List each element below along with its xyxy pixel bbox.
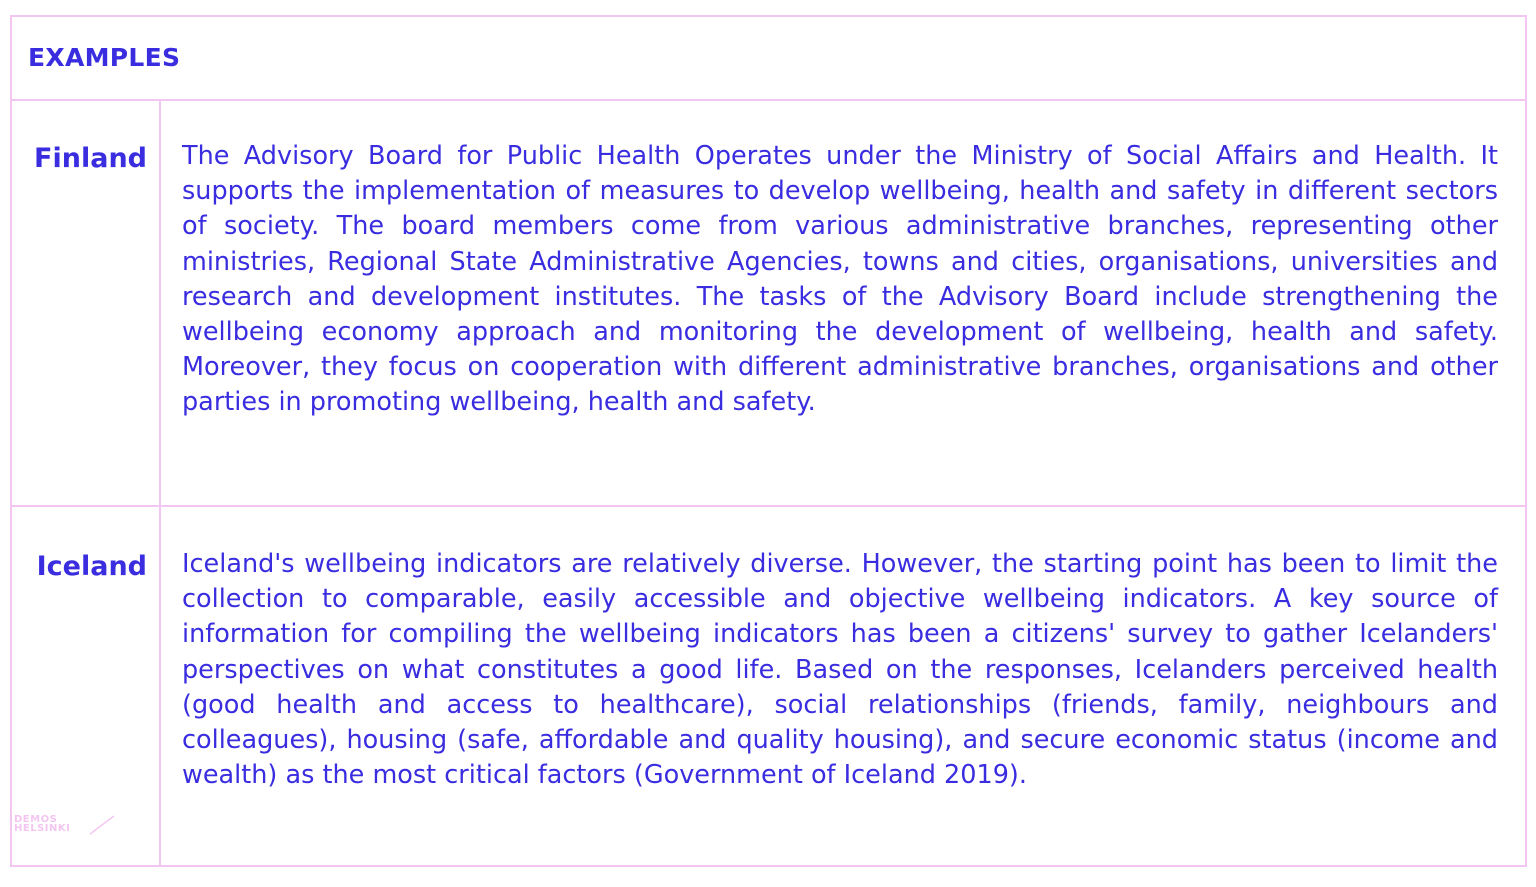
logo-line1: DEMOS bbox=[14, 814, 58, 825]
examples-table bbox=[10, 15, 1527, 867]
description-finland: The Advisory Board for Public Health Operates under the Ministry of Social Affairs and Health. It supports the implementation of measures to develop wellbeing, health and safety in different sectors of society. The board members come from various administrative branches, representing other ministries, Regional State Administrative Agencies, towns and cities, organisations, universities and research and development institutes. The tasks of the Advisory Board include strengthening the wellbeing economy approach and monitoring the development of wellbeing, health and safety. Moreover, they focus on cooperation with different administrative branches, organisations and other parties in promoting wellbeing, health and safety. bbox=[182, 141, 1498, 418]
country-label-finland: Finland bbox=[34, 143, 147, 174]
logo-line2: HELSINKI bbox=[14, 823, 71, 834]
country-cell bbox=[12, 507, 161, 865]
table-row-finland bbox=[12, 101, 1525, 507]
table-header bbox=[12, 17, 1525, 101]
country-label-iceland: Iceland bbox=[36, 551, 147, 582]
description-iceland: Iceland's wellbeing indicators are relatively diverse. However, the starting point has been to limit the collection to comparable, easily accessible and objective wellbeing indicators. A key source of information for compiling the wellbeing indicators has been a citizens' survey to gather Icelanders' perspectives on what constitutes a good life. Based on the responses, Icelanders perceived health (good health and access to healthcare), social relationships (friends, family, neighbours and colleagues), housing (safe, affordable and quality housing), and secure economic status (income and wealth) as the most critical factors (Government of Iceland 2019). bbox=[182, 549, 1498, 791]
table-row-iceland bbox=[12, 507, 1525, 865]
logo-slash-icon bbox=[86, 815, 116, 835]
demos-helsinki-logo bbox=[14, 815, 114, 839]
country-cell bbox=[12, 101, 161, 505]
table-title: EXAMPLES bbox=[28, 43, 181, 72]
